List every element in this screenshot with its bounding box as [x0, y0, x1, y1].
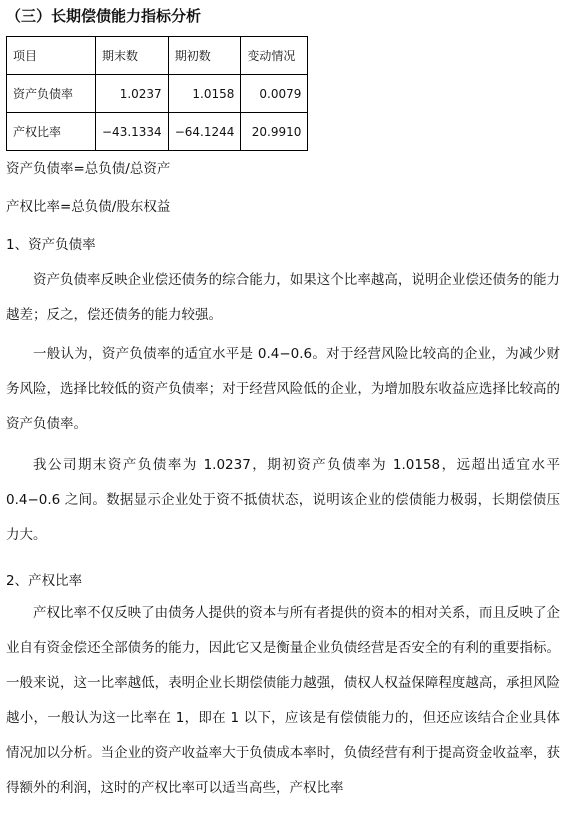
metrics-table: [6, 36, 308, 151]
table-cell-label: 产权比率: [7, 113, 96, 151]
table-row: [7, 75, 308, 113]
subsection-heading: 2、产权比率: [6, 573, 83, 589]
table-header-cell: 期末数: [96, 37, 169, 75]
table-header-cell: 变动情况: [241, 37, 308, 75]
table-cell: 0.0079: [241, 75, 308, 113]
table-cell: −43.1334: [96, 113, 169, 151]
table-header-cell: 项目: [7, 37, 96, 75]
subsection-heading: 1、资产负债率: [6, 237, 96, 253]
table-row: [7, 113, 308, 151]
table-header-row: [7, 37, 308, 75]
table-cell: 20.9910: [241, 113, 308, 151]
paragraph: 一般认为，资产负债率的适宜水平是 0.4−0.6。对于经营风险比较高的企业，为减少财务风险，选择比较低的资产负债率；对于经营风险低的企业，为增加股东收益应选择比较高的资产负债率。: [6, 346, 560, 432]
table-cell-label: 资产负债率: [7, 75, 96, 113]
formula-equity-ratio: 产权比率=总负债/股东权益: [6, 199, 171, 215]
table-cell: −64.1244: [168, 113, 241, 151]
section-title: （三）长期偿债能力指标分析: [6, 7, 202, 25]
paragraph: 我公司期末资产负债率为 1.0237，期初资产负债率为 1.0158，远超出适宜水平 0.4−0.6 之间。数据显示企业处于资不抵债状态，说明该企业的偿债能力极弱，长期偿债压力大。: [6, 457, 560, 543]
paragraph: 产权比率不仅反映了由债务人提供的资本与所有者提供的资本的相对关系，而且反映了企业自有资金偿还全部债务的能力，因此它又是衡量企业负债经营是否安全的有利的重要指标。一般来说，这一比率越低，表明企业长期偿债能力越强，债权人权益保障程度越高，承担风险越小，一般认为这一比率在 1，即在 1 以下，应该是有偿债能力的，但还应该结合企业具体情况加以分析。当企业的资产收益率大于负债成本率时，负债经营有利于提高资金收益率，获得额外的利润，这时的产权比率可以适当高些，产权比率: [6, 605, 560, 796]
table-cell: 1.0237: [96, 75, 169, 113]
table-header-cell: 期初数: [168, 37, 241, 75]
formula-debt-ratio: 资产负债率=总负债/总资产: [6, 161, 171, 177]
table-cell: 1.0158: [168, 75, 241, 113]
paragraph: 资产负债率反映企业偿还债务的综合能力，如果这个比率越高，说明企业偿还债务的能力越差；反之，偿还债务的能力较强。: [6, 272, 560, 323]
